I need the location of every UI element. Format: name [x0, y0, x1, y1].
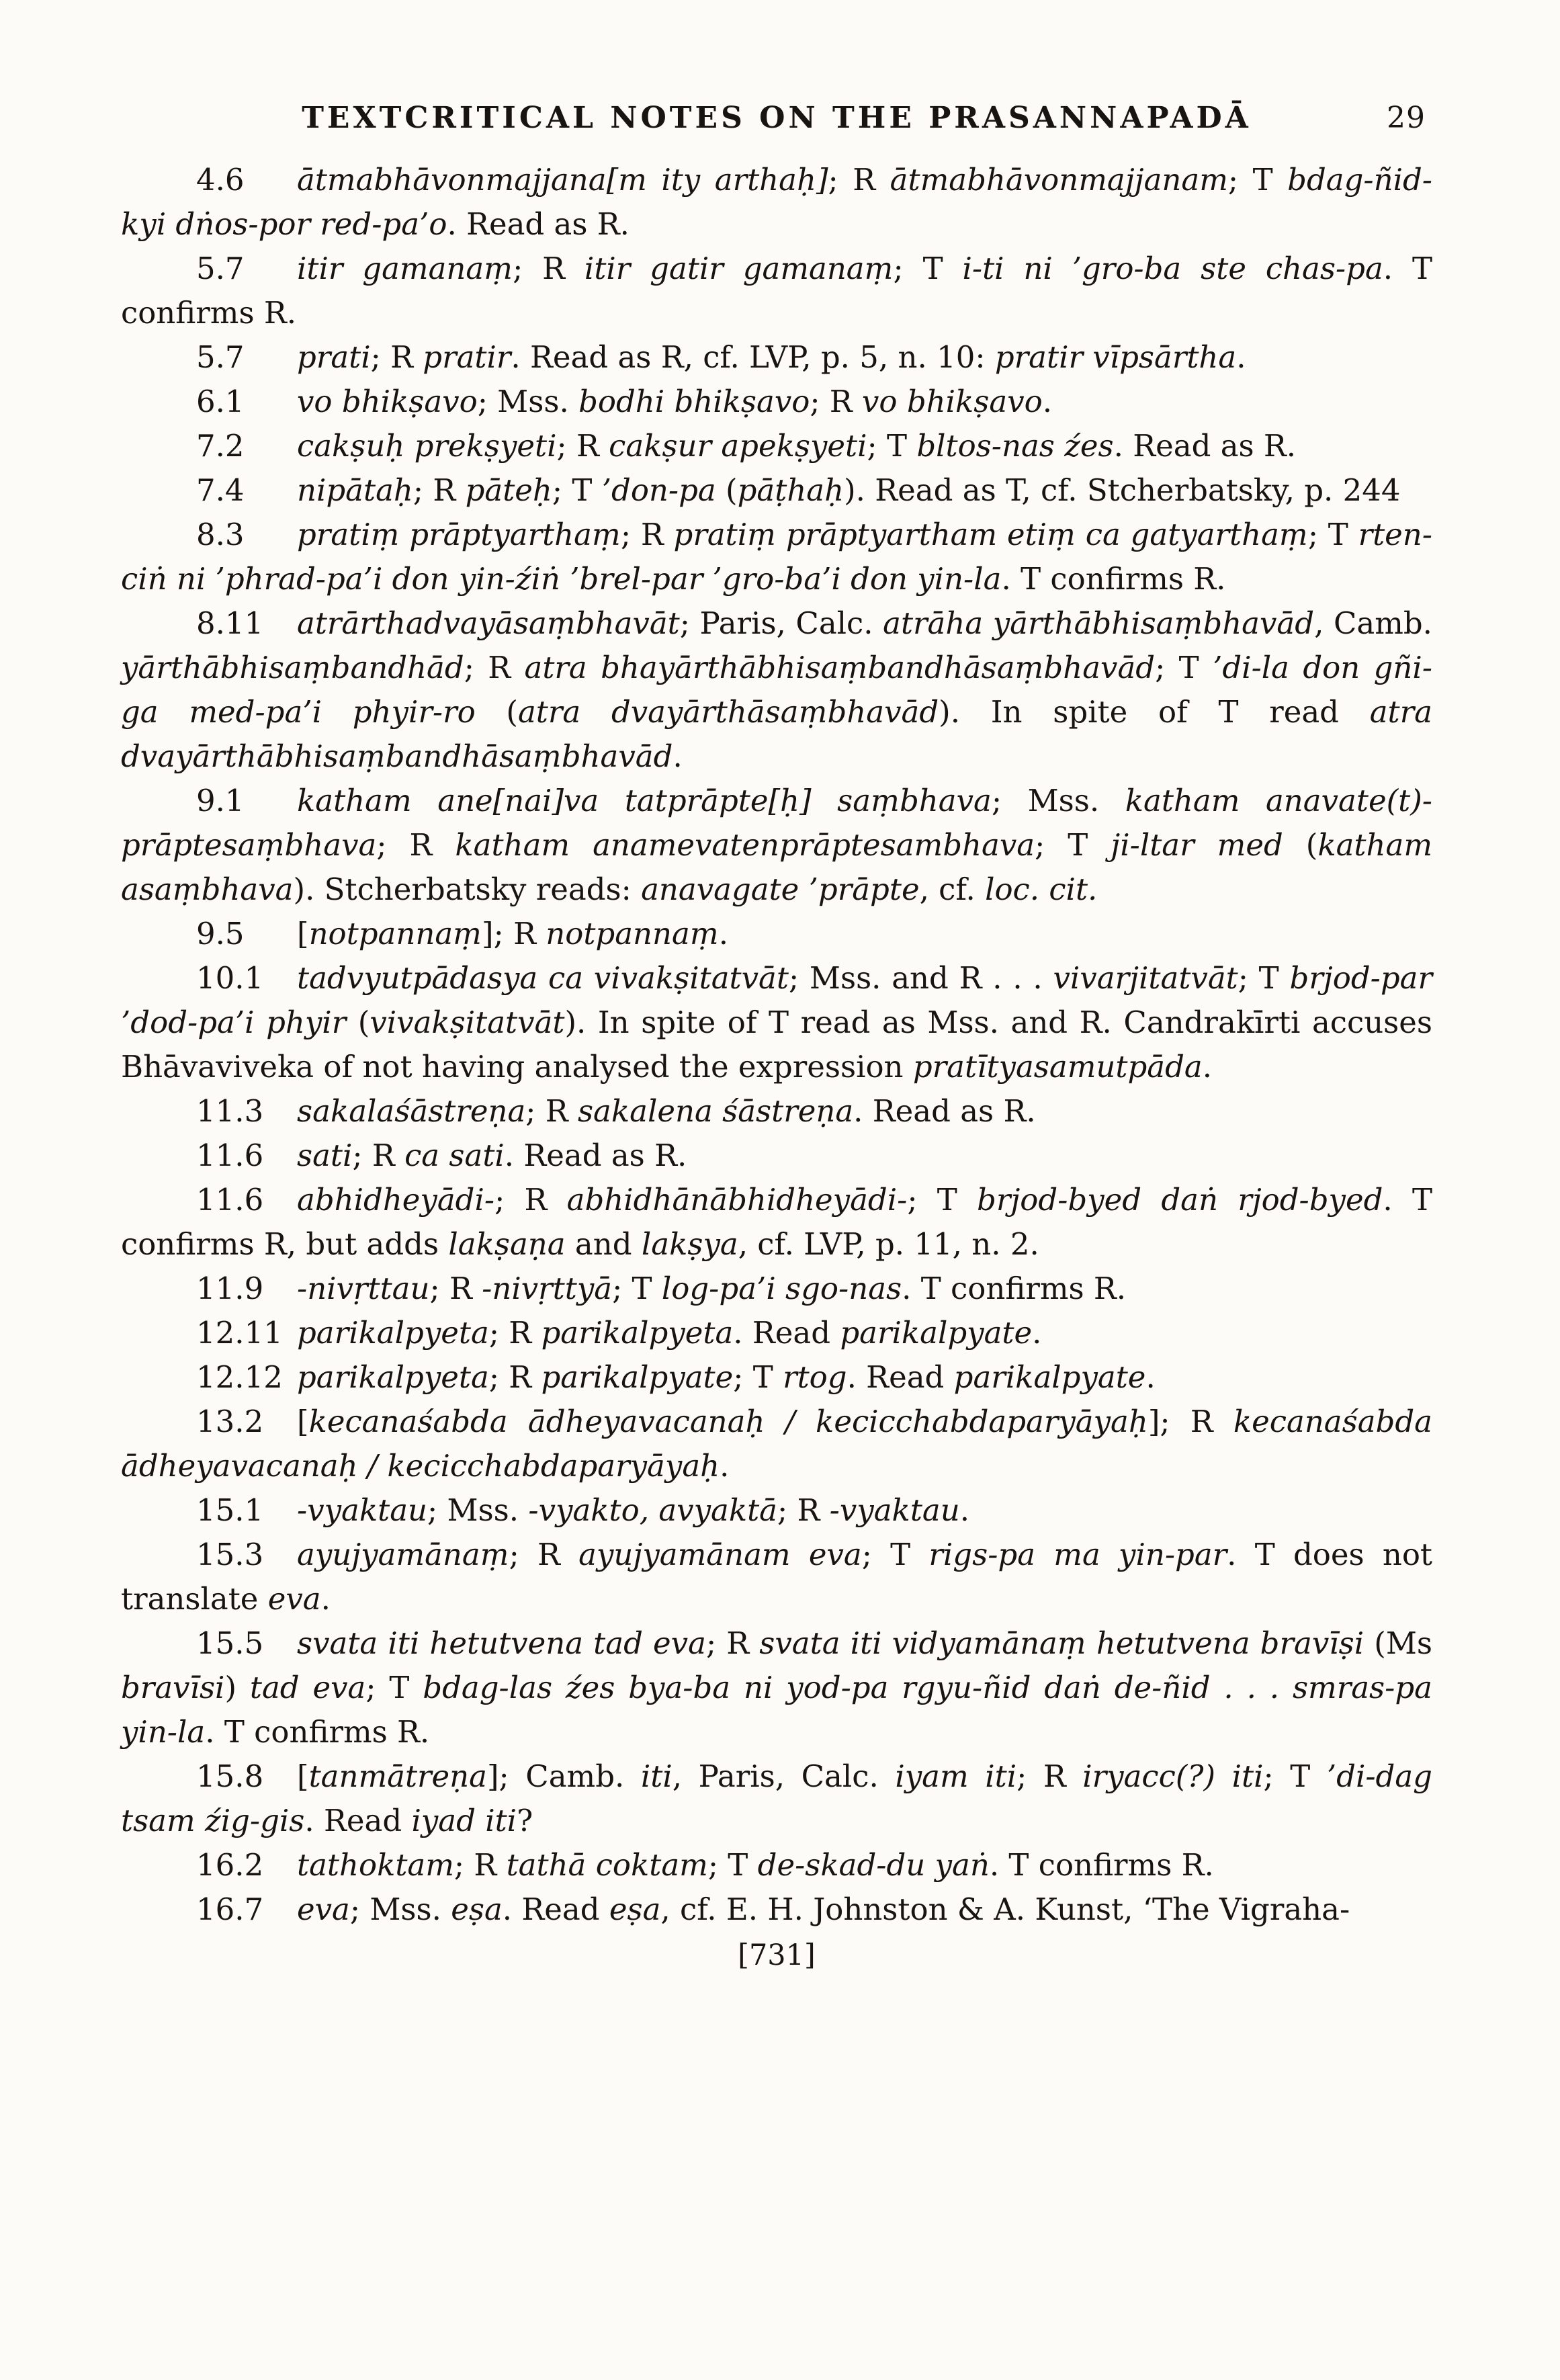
lemma-term: parikalpyate — [541, 1359, 734, 1395]
lemma-term: lakṣaṇa — [448, 1226, 566, 1262]
lemma-term: rtog — [783, 1359, 847, 1395]
lemma-term: kecanaśabda ādheyavacanaḥ / kecicchabdaparyāyaḥ — [121, 1404, 1432, 1484]
note-text: ; R — [509, 1537, 579, 1572]
note-text: ; R — [828, 162, 890, 198]
note-text: . T confirms R. — [1001, 561, 1226, 597]
lemma-term: atrārthadvayāsaṃbhavāt — [297, 605, 680, 641]
note-text: ; R — [464, 650, 525, 685]
lemma-term: itir gatir gamanaṃ — [584, 251, 894, 286]
note-text: . — [720, 1448, 730, 1484]
note-text: . — [718, 916, 729, 951]
note-number: 16.2 — [196, 1847, 264, 1883]
note-text: ) — [224, 1670, 250, 1705]
note-number: 9.5 — [196, 916, 245, 951]
note-text: . — [959, 1492, 970, 1528]
note-entry — [121, 1400, 1432, 1488]
note-text: , Camb. — [1314, 605, 1432, 641]
lemma-term: ’don-pa — [601, 472, 716, 508]
note-text: , Paris, Calc. — [672, 1758, 896, 1794]
note-text: , cf. E. H. Johnston & A. Kunst, ‘The Vigraha- — [660, 1892, 1350, 1927]
note-text: . Read as R. — [1113, 428, 1297, 464]
note-text: . — [1202, 1049, 1213, 1085]
note-text: [ — [297, 1758, 309, 1794]
note-entry — [121, 1178, 1432, 1267]
note-text: ( — [346, 1005, 370, 1040]
note-entry — [121, 158, 1432, 247]
lemma-term: katham anamevatenprāptesambhava — [455, 827, 1035, 863]
lemma-term: sakalena śāstreṇa — [577, 1093, 854, 1129]
note-entry — [121, 247, 1432, 335]
lemma-term: atra bhayārthābhisaṃbandhāsaṃbhavād — [524, 650, 1156, 685]
note-text: . Read — [847, 1359, 954, 1395]
note-text: ; R — [777, 1492, 830, 1528]
lemma-term: de-skad-du yaṅ — [757, 1847, 990, 1883]
lemma-term: ayujyamānaṃ — [297, 1537, 509, 1572]
lemma-term: katham ane[nai]va tatprāpte[ḥ] saṃbhava — [297, 783, 992, 818]
lemma-term: pratir — [423, 339, 511, 375]
note-text: ; T — [867, 428, 917, 464]
lemma-term: svata iti hetutvena tad eva — [297, 1625, 706, 1661]
note-text: . T confirms R. — [902, 1271, 1127, 1306]
lemma-term: bdag-las źes bya-ba ni yod-pa rgyu-ñid daṅ de-ñid . . . smras-pa yin-la — [121, 1670, 1432, 1750]
lemma-term: -nivṛttau — [297, 1271, 430, 1306]
note-number: 11.3 — [196, 1093, 264, 1129]
note-number: 13.2 — [196, 1404, 264, 1439]
note-text: ; Mss. — [349, 1892, 451, 1927]
note-text: ; R — [453, 1847, 507, 1883]
lemma-term: yārthābhisaṃbandhād — [121, 650, 464, 685]
note-text: ; R — [705, 1625, 760, 1661]
lemma-term: cakṣur apekṣyeti — [609, 428, 867, 464]
note-text: ; T — [707, 1847, 758, 1883]
note-number: 8.3 — [196, 517, 245, 552]
note-number: 12.12 — [196, 1359, 283, 1395]
lemma-term: bdag-ñid-kyi dṅos-por red-pa’o — [121, 162, 1433, 242]
note-text: ; R — [1016, 1758, 1083, 1794]
running-head — [121, 101, 1432, 135]
note-text: ; T — [1155, 650, 1213, 685]
lemma-term: sakalaśāstreṇa — [297, 1093, 526, 1129]
note-text: ; T — [552, 472, 602, 508]
lemma-term: i-ti ni ’gro-ba ste chas-pa — [962, 251, 1383, 286]
note-entry — [121, 1843, 1432, 1887]
lemma-term: abhidheyādi- — [297, 1182, 495, 1218]
lemma-term: parikalpyate — [840, 1315, 1033, 1351]
note-text: . Read — [304, 1803, 412, 1838]
lemma-term: prati — [297, 339, 371, 375]
note-number: 11.6 — [196, 1138, 264, 1173]
lemma-term: ’di-la don gñi-ga med-pa’i phyir-ro — [121, 650, 1433, 730]
lemma-term: ji-ltar med — [1111, 827, 1283, 863]
note-text: ; R — [429, 1271, 482, 1306]
lemma-term: vivakṣitatvāt — [370, 1005, 565, 1040]
lemma-term: itir gamanaṃ — [297, 251, 513, 286]
note-number: 12.11 — [196, 1315, 283, 1351]
note-text: ; Mss. — [477, 384, 579, 419]
lemma-term: ātmabhāvonmajjana[m ity arthaḥ] — [297, 162, 828, 198]
lemma-term: loc. cit. — [985, 872, 1098, 907]
lemma-term: ayujyamānam eva — [578, 1537, 862, 1572]
lemma-term: sati — [297, 1138, 353, 1173]
note-text: . — [1145, 1359, 1156, 1395]
lemma-term: pāteḥ — [465, 472, 552, 508]
note-text: ). Stcherbatsky reads: — [293, 872, 642, 907]
lemma-term: tathoktam — [297, 1847, 454, 1883]
note-number: 6.1 — [196, 384, 245, 419]
note-text: . — [1236, 339, 1246, 375]
lemma-term: bravīsi — [121, 1670, 225, 1705]
note-number: 15.8 — [196, 1758, 264, 1794]
lemma-term: ātmabhāvonmajjanam — [890, 162, 1228, 198]
note-entry — [121, 1533, 1432, 1621]
note-text: . — [1032, 1315, 1042, 1351]
note-text: ). In spite of T read as Mss. and R. Candrakīrti accuses Bhāvaviveka of not having analysed the expression — [121, 1005, 1432, 1085]
lemma-term: -vyakto, avyaktā — [528, 1492, 778, 1528]
note-number: 10.1 — [196, 960, 264, 996]
note-text: ; T — [1227, 162, 1288, 198]
lemma-term: vo bhikṣavo — [297, 384, 478, 419]
note-text: and — [565, 1226, 642, 1262]
note-text: . Read — [733, 1315, 840, 1351]
lemma-term: brjod-par ’dod-pa’i phyir — [121, 960, 1432, 1040]
notes-list — [121, 158, 1432, 1932]
lemma-term: vo bhikṣavo — [862, 384, 1043, 419]
lemma-term: -vyaktau — [297, 1492, 428, 1528]
note-text: ; T — [612, 1271, 662, 1306]
note-text: . Read as R. — [447, 206, 630, 242]
note-text: ; R — [352, 1138, 405, 1173]
lemma-term: lakṣya — [641, 1226, 738, 1262]
note-text: ( — [475, 694, 518, 730]
lemma-term: ca sati — [404, 1138, 505, 1173]
note-text: ; R — [525, 1093, 578, 1129]
lemma-term: tanmātreṇa — [308, 1758, 487, 1794]
note-text: ( — [716, 472, 738, 508]
note-text: ; R — [370, 339, 423, 375]
note-text: ; Mss. — [991, 783, 1125, 818]
lemma-term: parikalpyate — [953, 1359, 1146, 1395]
note-text: ; T — [733, 1359, 783, 1395]
note-text: ). Read as T, cf. Stcherbatsky, p. 244 — [844, 472, 1401, 508]
lemma-term: kecanaśabda ādheyavacanaḥ / kecicchabdaparyāyaḥ — [308, 1404, 1148, 1439]
note-text: . — [673, 738, 683, 774]
note-text: ; T — [365, 1670, 423, 1705]
lemma-term: pratiṃ prāptyarthaṃ — [297, 517, 621, 552]
note-entry — [121, 513, 1432, 601]
note-text: ; R — [376, 827, 456, 863]
note-number: 15.1 — [196, 1492, 264, 1528]
note-entry — [121, 468, 1432, 513]
note-entry — [121, 779, 1432, 912]
lemma-term: bodhi bhikṣavo — [578, 384, 810, 419]
note-text: ]; Camb. — [487, 1758, 641, 1794]
lemma-term: eva — [267, 1581, 321, 1617]
note-text: ; T — [1263, 1758, 1327, 1794]
lemma-term: parikalpyeta — [541, 1315, 734, 1351]
note-text: ; T — [893, 251, 963, 286]
note-number: 11.6 — [196, 1182, 264, 1218]
note-text: ; R — [494, 1182, 567, 1218]
note-number: 11.9 — [196, 1271, 264, 1306]
note-number: 4.6 — [196, 162, 245, 198]
lemma-term: notpannaṃ — [546, 916, 719, 951]
note-text: ). In spite of T read — [939, 694, 1370, 730]
note-number: 15.5 — [196, 1625, 264, 1661]
note-text: ; R — [810, 384, 862, 419]
note-text: ( — [1283, 827, 1318, 863]
lemma-term: rten-ciṅ ni ’phrad-pa’i don yin-źiṅ ’brel-par ’gro-ba’i don yin-la — [121, 517, 1432, 597]
lemma-term: nipātaḥ — [297, 472, 413, 508]
note-entry — [121, 601, 1432, 779]
lemma-term: svata iti vidyamānaṃ hetutvena bravīṣi — [759, 1625, 1364, 1661]
lemma-term: tathā coktam — [506, 1847, 708, 1883]
note-text: ]; R — [1147, 1404, 1233, 1439]
note-text: ; Mss. and R . . . — [788, 960, 1053, 996]
lemma-term: tadvyutpādasya ca vivakṣitatvāt — [297, 960, 789, 996]
lemma-term: anavagate ’prāpte — [641, 872, 920, 907]
lemma-term: eva — [297, 1892, 350, 1927]
note-number: 7.4 — [196, 472, 245, 508]
lemma-term: log-pa’i sgo-nas — [661, 1271, 902, 1306]
note-text: ; R — [488, 1359, 541, 1395]
note-entry — [121, 380, 1432, 424]
lemma-term: katham anavate(t)-prāptesaṃbhava — [121, 783, 1432, 863]
note-entry — [121, 424, 1432, 468]
note-text: . Read as R. — [853, 1093, 1036, 1129]
note-text: . T does not translate — [121, 1537, 1432, 1617]
note-text: . Read — [502, 1892, 609, 1927]
note-text: . T confirms R. — [205, 1714, 430, 1750]
note-entry — [121, 1887, 1432, 1932]
note-text: ; T — [1238, 960, 1290, 996]
lemma-term: iyad iti — [411, 1803, 517, 1838]
note-text: (Ms — [1364, 1625, 1433, 1661]
note-text: ; R — [413, 472, 466, 508]
lemma-term: pratītyasamutpāda — [912, 1049, 1203, 1085]
note-text: . — [320, 1581, 331, 1617]
page-number: 29 — [1387, 101, 1426, 135]
note-text: . — [1042, 384, 1053, 419]
lemma-term: parikalpyeta — [297, 1315, 489, 1351]
note-entry — [121, 335, 1432, 380]
note-text: ? — [517, 1803, 533, 1838]
lemma-term: atra dvayārthāsaṃbhavād — [517, 694, 939, 730]
note-entry — [121, 1621, 1432, 1754]
note-text: ; R — [513, 251, 584, 286]
lemma-term: tad eva — [249, 1670, 366, 1705]
lemma-term: -vyaktau — [829, 1492, 960, 1528]
lemma-term: cakṣuḥ prekṣyeti — [297, 428, 557, 464]
note-entry — [121, 1488, 1432, 1533]
lemma-term: katham asaṃbhava — [121, 827, 1432, 907]
folio-number: [731] — [738, 1939, 816, 1972]
note-text: ; R — [556, 428, 609, 464]
note-number: 16.7 — [196, 1892, 264, 1927]
note-text: ; T — [861, 1537, 929, 1572]
note-text: . Read as R, cf. LVP, p. 5, n. 10: — [511, 339, 995, 375]
lemma-term: pāṭhaḥ — [737, 472, 844, 508]
note-text: ; T — [1307, 517, 1358, 552]
lemma-term: vivarjitatvāt — [1053, 960, 1238, 996]
lemma-term: abhidhānābhidheyādi- — [566, 1182, 908, 1218]
note-number: 5.7 — [196, 339, 245, 375]
lemma-term: brjod-byed daṅ rjod-byed — [977, 1182, 1383, 1218]
lemma-term: bltos-nas źes — [916, 428, 1114, 464]
note-entry — [121, 956, 1432, 1089]
note-text: ; T — [1035, 827, 1111, 863]
note-text: ; T — [907, 1182, 978, 1218]
note-text: , cf. — [919, 872, 986, 907]
page-title: TEXTCRITICAL NOTES ON THE PRASANNAPADĀ — [302, 101, 1252, 135]
lemma-term: eṣa — [451, 1892, 503, 1927]
note-text: . T confirms R, but adds — [121, 1182, 1432, 1262]
note-entry — [121, 1754, 1432, 1843]
note-number: 5.7 — [196, 251, 245, 286]
note-number: 7.2 — [196, 428, 245, 464]
note-entry — [121, 912, 1432, 956]
note-entry — [121, 1134, 1432, 1178]
note-entry — [121, 1089, 1432, 1134]
note-text: ]; R — [482, 916, 546, 951]
note-entry — [121, 1267, 1432, 1311]
note-number: 15.3 — [196, 1537, 264, 1572]
note-text: ; Paris, Calc. — [679, 605, 883, 641]
lemma-term: iti — [640, 1758, 673, 1794]
note-text: . T confirms R. — [989, 1847, 1214, 1883]
lemma-term: parikalpyeta — [297, 1359, 489, 1395]
note-text: ; R — [620, 517, 674, 552]
note-number: 9.1 — [196, 783, 245, 818]
lemma-term: ’di-dag tsam źig-gis — [121, 1758, 1432, 1838]
lemma-term: iyam iti — [895, 1758, 1017, 1794]
note-text: . T confirms R. — [121, 251, 1432, 331]
lemma-term: iryacc(?) iti — [1082, 1758, 1264, 1794]
lemma-term: pratir vīpsārtha — [994, 339, 1237, 375]
note-entry — [121, 1355, 1432, 1400]
note-text: , cf. LVP, p. 11, n. 2. — [738, 1226, 1039, 1262]
lemma-term: -nivṛttyā — [482, 1271, 613, 1306]
lemma-term: rigs-pa ma yin-par — [928, 1537, 1227, 1572]
note-number: 8.11 — [196, 605, 264, 641]
note-entry — [121, 1311, 1432, 1355]
note-text: ; R — [488, 1315, 541, 1351]
note-text: ; Mss. — [427, 1492, 529, 1528]
note-text: . Read as R. — [504, 1138, 687, 1173]
lemma-term: notpannaṃ — [308, 916, 482, 951]
note-text: [ — [297, 916, 309, 951]
lemma-term: eṣa — [609, 1892, 661, 1927]
lemma-term: atrāha yārthābhisaṃbhavād — [883, 605, 1315, 641]
lemma-term: atra dvayārthābhisaṃbandhāsaṃbhavād — [121, 694, 1432, 774]
lemma-term: pratiṃ prāptyartham etiṃ ca gatyarthaṃ — [673, 517, 1308, 552]
note-text: [ — [297, 1404, 309, 1439]
